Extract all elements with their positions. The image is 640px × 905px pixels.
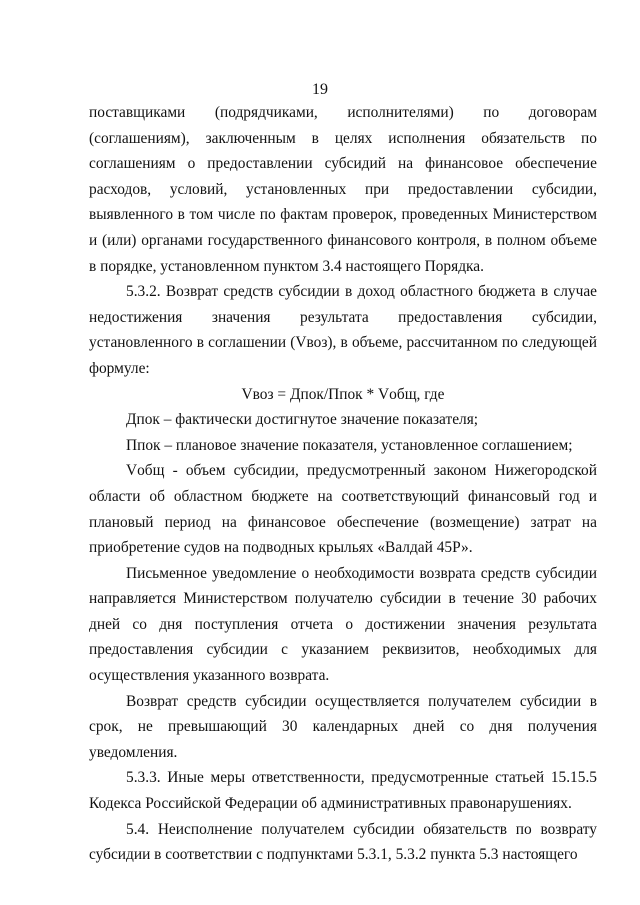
paragraph-5-3-3: 5.3.3. Иные меры ответственности, предусмотренные статьей 15.15.5 Кодекса Российской Федерации об административных правонарушениях. [89,769,597,813]
definition-vobsch: Vобщ - объем субсидии, предусмотренный законом Нижегородской области об областном бюджете на соответствующий финансовый год и плановый период на финансовое обеспечение (возмещение) затрат на приобретение судов на подводных крыльях «Валдай 45Р». [89,462,597,557]
paragraph-return-deadline: Возврат средств субсидии осуществляется получателем субсидии в срок, не превышающий 30 календарных дней со дня получения уведомления. [89,692,597,761]
definition-ppok: Ппок – плановое значение показателя, установленное соглашением; [126,436,573,454]
page-number: 19 [312,81,328,98]
paragraph-5-3-2: 5.3.2. Возврат средств субсидии в доход областного бюджета в случае недостижения значения результата предоставления субсидии, установленного в соглашении (Vвоз), в объеме, рассчитанном по следующей формуле: [89,283,597,377]
paragraph-continuation: поставщиками (подрядчиками, исполнителями) по договорам (соглашениям), заключенным в целях исполнения обязательств по соглашениям о предоставлении субсидий на финансовое обеспечение расходов, условий, установленных при предоставлении субсидии, выявленного в том числе по фактам проверок, проведенных Министерством и (или) органами государственного финансового контроля, в полном объеме в порядке, установленном пунктом 3.4 настоящего Порядка. [89,104,597,275]
paragraph-5-4: 5.4. Неисполнение получателем субсидии обязательств по возврату субсидии в соответствии с подпунктами 5.3.1, 5.3.2 пункта 5.3 настоящего [89,820,597,864]
document-body [89,100,597,868]
paragraph-notification: Письменное уведомление о необходимости возврата средств субсидии направляется Министерством получателю субсидии в течение 30 рабочих дней со дня поступления отчета о достижении значения результата предоставления субсидии с указанием реквизитов, необходимых для осуществления указанного возврата. [89,564,597,685]
formula: Vвоз = Дпок/Ппок * Vобщ, где [241,385,445,403]
definition-dpok: Дпок – фактически достигнутое значение показателя; [126,411,479,429]
